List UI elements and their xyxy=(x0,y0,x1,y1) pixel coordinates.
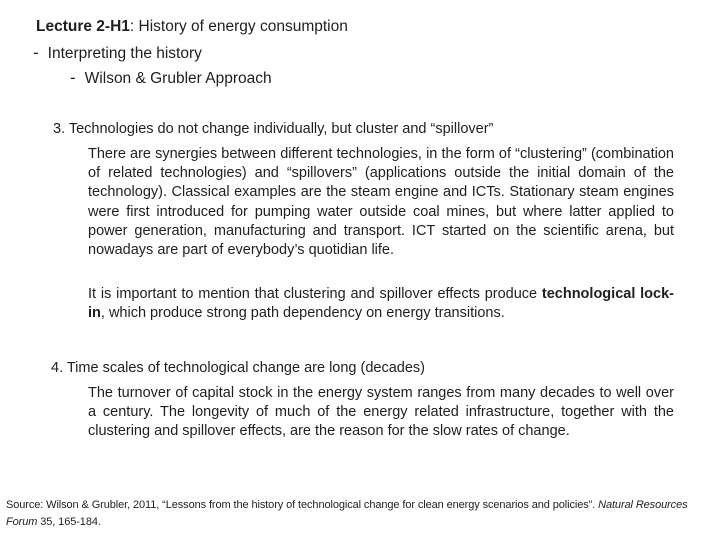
source-text: Source: Wilson & Grubler, 2011, “Lessons from the history of technological change for clean energy scenarios and policies”. xyxy=(6,499,599,511)
dash-bullet: - xyxy=(70,68,76,87)
dash-bullet: - xyxy=(33,43,39,62)
journal-name: Natural Resources Forum xyxy=(6,499,688,528)
lock-in-term: technological lock-in xyxy=(88,286,674,322)
bullet-level2 xyxy=(70,68,272,88)
para2-text-end: , which produce strong path dependency on energy transitions. xyxy=(100,305,505,322)
bullet-level1-text: Interpreting the history xyxy=(47,45,202,62)
item3-paragraph1: There are synergies between different technologies, in the form of “clustering” (combination of related technologies) and “spillovers” (applications outside the initial domain of the technology). Classical examples are the steam engine and ICTs. Stationary steam engines were first introduced for pumping water outside coal mines, but where latter applied to power generation, manufacturing and transport. ICT started on the scientific arena, but nowadays are part of everybody’s quotidian life. xyxy=(88,146,674,259)
source-ref: 35, 165-184. xyxy=(37,516,101,528)
lecture-code: Lecture 2-H1 xyxy=(36,18,130,35)
bullet-level1 xyxy=(33,43,202,63)
para2-text-start: It is important to mention that clustering and spillover effects produce xyxy=(88,286,542,302)
item4-paragraph: The turnover of capital stock in the energy system ranges from many decades to well over a century. The longevity of much of the energy related infrastructure, together with the clustering and spillover effects, are the reason for the slow rates of change. xyxy=(88,385,674,440)
item4-heading: 4. Time scales of technological change are long (decades) xyxy=(51,360,425,376)
source-citation xyxy=(6,497,714,531)
slide-title xyxy=(36,18,348,36)
bullet-level2-text: Wilson & Grubler Approach xyxy=(84,70,272,87)
item3-heading: 3. Technologies do not change individually, but cluster and “spillover” xyxy=(53,121,494,137)
item3-paragraph2 xyxy=(88,285,674,323)
lecture-title: : History of energy consumption xyxy=(129,18,348,35)
